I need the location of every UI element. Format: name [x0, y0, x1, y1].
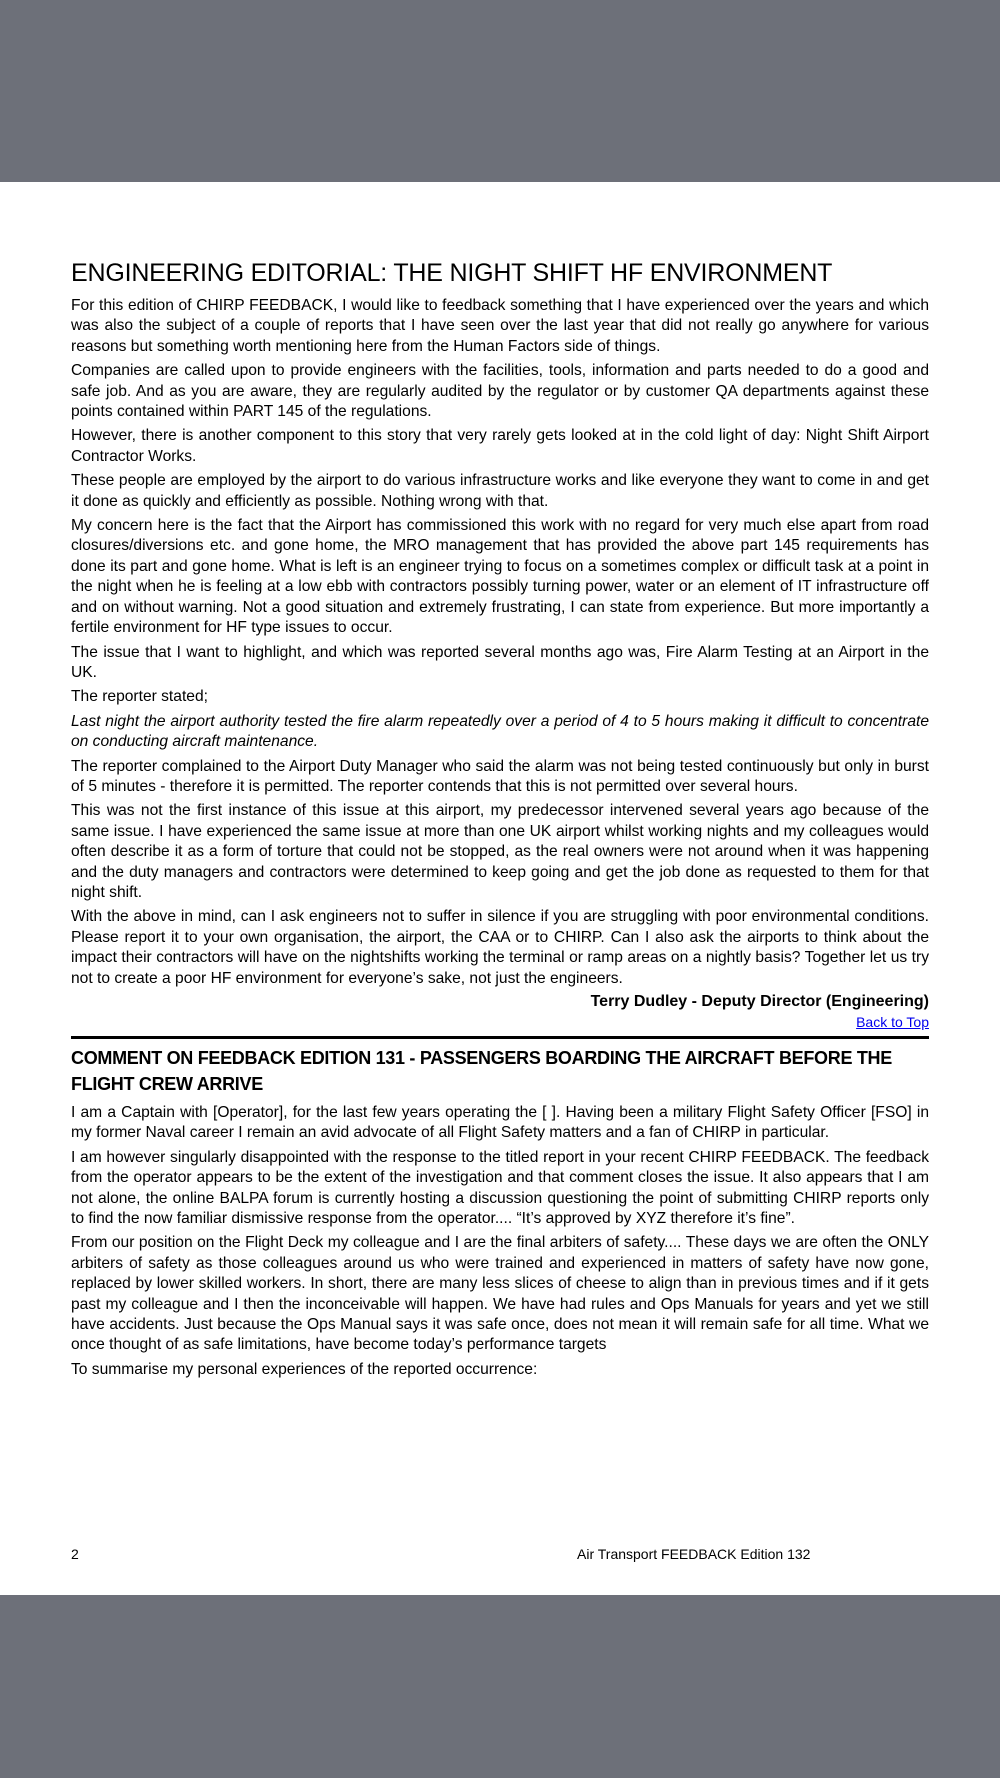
- reporter-quote: Last night the airport authority tested the fire alarm repeatedly over a period of 4 to 5 hours making it difficult to concentrate on conducting aircraft maintenance.: [71, 712, 929, 751]
- back-to-top-link[interactable]: Back to Top: [856, 1014, 929, 1030]
- page-number: 2: [71, 1546, 79, 1562]
- paragraph: From our position on the Flight Deck my colleague and I are the final arbiters of safety.... These days we are often the ONLY arbiters of safety as those colleagues around us who were trained and experienced in matters of safety have now gone, replaced by lower skilled workers. In short, there are many less slices of cheese to align than in previous times and if it gets past my colleague and I then the inconceivable will happen. We have had rules and Ops Manuals for years and yet we still have accidents. Just because the Ops Manual says it was safe once, does not mean it will remain safe for all time. What we once thought of as safe limitations, have become today’s performance targets: [71, 1234, 929, 1354]
- paragraph: This was not the first instance of this issue at this airport, my predecessor intervened several years ago because of the same issue. I have experienced the same issue at more than one UK airport whilst working nights and my colleagues would often describe it as a form of torture that could not be stopped, as the real owners were not around when it was happening and the duty managers and contractors were determined to keep going and get the job done as requested to them for that night shift.: [71, 802, 929, 901]
- paragraph: The reporter complained to the Airport Duty Manager who said the alarm was not being tested continuously but only in burst of 5 minutes - therefore it is permitted. The reporter contends that this is not permitted over several hours.: [71, 757, 929, 795]
- publication-title: Air Transport FEEDBACK Edition 132: [577, 1546, 811, 1562]
- paragraph: The issue that I want to highlight, and which was reported several months ago was, Fire Alarm Testing at an Airport in the UK.: [71, 643, 929, 681]
- author-signature: Terry Dudley - Deputy Director (Engineering): [590, 993, 929, 1010]
- page-content: [71, 257, 929, 1384]
- paragraph: The reporter stated;: [71, 688, 208, 706]
- paragraph: With the above in mind, can I ask engineers not to suffer in silence if you are struggling with poor environmental conditions. Please report it to your own organisation, the airport, the CAA or to CHIRP. Can I also ask the airports to think about the impact their contractors will have on the nightshifts working the terminal or ramp areas on a nightly basis? Together let us try not to create a poor HF environment for everyone’s sake, not just the engineers.: [71, 908, 929, 987]
- back-to-top-container: [71, 1014, 929, 1030]
- viewer-bottom-band: [0, 1595, 1000, 1778]
- paragraph: My concern here is the fact that the Airport has commissioned this work with no regard for very much else apart from road closures/diversions etc. and gone home, the MRO management that has provided the above part 145 requirements has done its part and gone home. What is left is an engineer trying to focus on a sometimes complex or difficult task at a point in the night when he is feeling at a low ebb with contractors possibly turning power, water or an element of IT infrastructure off and on without warning. Not a good situation and extremely frustrating, I can state from experience. But more importantly a fertile environment for HF type issues to occur.: [71, 517, 929, 637]
- section-divider: [71, 1036, 929, 1039]
- paragraph: Companies are called upon to provide engineers with the facilities, tools, information and parts needed to do a good and safe job. And as you are aware, they are regularly audited by the regulator or by customer QA departments against these points contained within PART 145 of the regulations.: [71, 362, 929, 421]
- viewer-top-band: [0, 0, 1000, 182]
- paragraph: I am a Captain with [Operator], for the last few years operating the [ ]. Having been a military Flight Safety Officer [FSO] in my former Naval career I remain an avid advocate of all Flight Safety matters and a fan of CHIRP in particular.: [71, 1104, 929, 1142]
- paragraph: For this edition of CHIRP FEEDBACK, I would like to feedback something that I have experienced over the years and which was also the subject of a couple of reports that I have seen over the last year that did not really go anywhere for various reasons but something worth mentioning here from the Human Factors side of things.: [71, 297, 929, 355]
- document-page: [0, 182, 1000, 1595]
- article-title-engineering-editorial: ENGINEERING EDITORIAL: THE NIGHT SHIFT HF ENVIRONMENT: [71, 259, 833, 287]
- paragraph: However, there is another component to this story that very rarely gets looked at in the cold light of day: Night Shift Airport Contractor Works.: [71, 427, 929, 465]
- article-title-comment-feedback-131: COMMENT ON FEEDBACK EDITION 131 - PASSENGERS BOARDING THE AIRCRAFT BEFORE THE FLIGHT CREW ARRIVE: [71, 1048, 892, 1094]
- paragraph: To summarise my personal experiences of the reported occurrence:: [71, 1360, 538, 1378]
- paragraph: These people are employed by the airport to do various infrastructure works and like everyone they want to come in and get it done as quickly and efficiently as possible. Nothing wrong with that.: [71, 472, 929, 510]
- paragraph: I am however singularly disappointed with the response to the titled report in your recent CHIRP FEEDBACK. The feedback from the operator appears to be the extent of the investigation and that comment closes the issue. It also appears that I am not alone, the online BALPA forum is currently hosting a discussion questioning the point of submitting CHIRP reports only to find the now familiar dismissive response from the operator.... “It’s approved by XYZ therefore it’s fine”.: [71, 1148, 929, 1228]
